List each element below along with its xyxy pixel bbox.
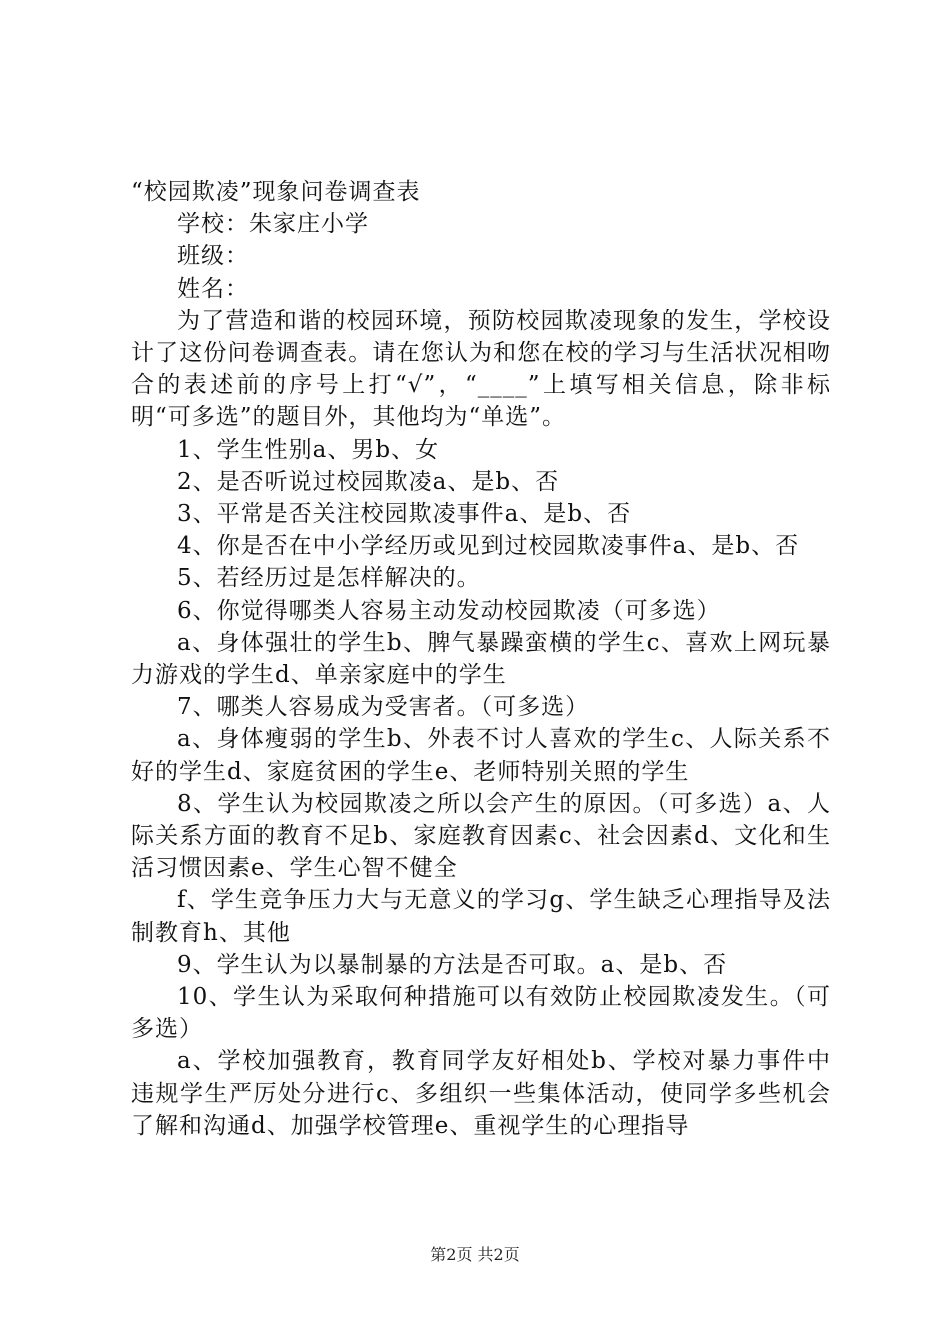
name-line: 姓名： [177, 275, 249, 302]
question-7-options: a、身体瘦弱的学生b、外表不讨人喜欢的学生c、人际关系不好的学生d、家庭贫困的学生e、老师特别关照的学生 [131, 726, 831, 785]
question-4: 4、你是否在中小学经历或见到过校园欺凌事件a、是b、否 [177, 533, 800, 560]
question-1: 1、学生性别a、男b、女 [177, 436, 440, 463]
document-body [131, 176, 831, 1142]
document-title: “校园欺凌”现象问卷调查表 [131, 179, 421, 205]
class-line: 班级： [177, 243, 249, 270]
question-7: 7、哪类人容易成为受害者。（可多选） [177, 694, 590, 721]
question-10: 10、学生认为采取何种措施可以有效防止校园欺凌发生。（可多选） [131, 984, 831, 1043]
intro-paragraph: 为了营造和谐的校园环境，预防校园欺凌现象的发生，学校设计了这份问卷调查表。请在您认为和您在校的学习与生活状况相吻合的表述前的序号上打“√”，“____”上填写相关信息，除非标明“可多选”的题目外，其他均为“单选”。 [131, 307, 831, 431]
question-6: 6、你觉得哪类人容易主动发动校园欺凌（可多选） [177, 597, 721, 624]
question-8-options: f、学生竞争压力大与无意义的学习g、学生缺乏心理指导及法制教育h、其他 [131, 887, 831, 946]
question-10-options: a、学校加强教育，教育同学友好相处b、学校对暴力事件中违规学生严厉处分进行c、多组织一些集体活动，使同学多些机会了解和沟通d、加强学校管理e、重视学生的心理指导 [131, 1048, 831, 1139]
question-2: 2、是否听说过校园欺凌a、是b、否 [177, 468, 560, 495]
question-3: 3、平常是否关注校园欺凌事件a、是b、否 [177, 501, 632, 528]
question-8: 8、学生认为校园欺凌之所以会产生的原因。（可多选）a、人际关系方面的教育不足b、家庭教育因素c、社会因素d、文化和生活习惯因素e、学生心智不健全 [131, 790, 831, 882]
page-footer: 第2页 共2页 [430, 1245, 520, 1264]
question-5: 5、若经历过是怎样解决的。 [177, 565, 481, 592]
school-line: 学校：朱家庄小学 [177, 211, 369, 238]
question-6-options: a、身体强壮的学生b、脾气暴躁蛮横的学生c、喜欢上网玩暴力游戏的学生d、单亲家庭中的学生 [131, 629, 831, 689]
question-9: 9、学生认为以暴制暴的方法是否可取。a、是b、否 [177, 951, 728, 978]
